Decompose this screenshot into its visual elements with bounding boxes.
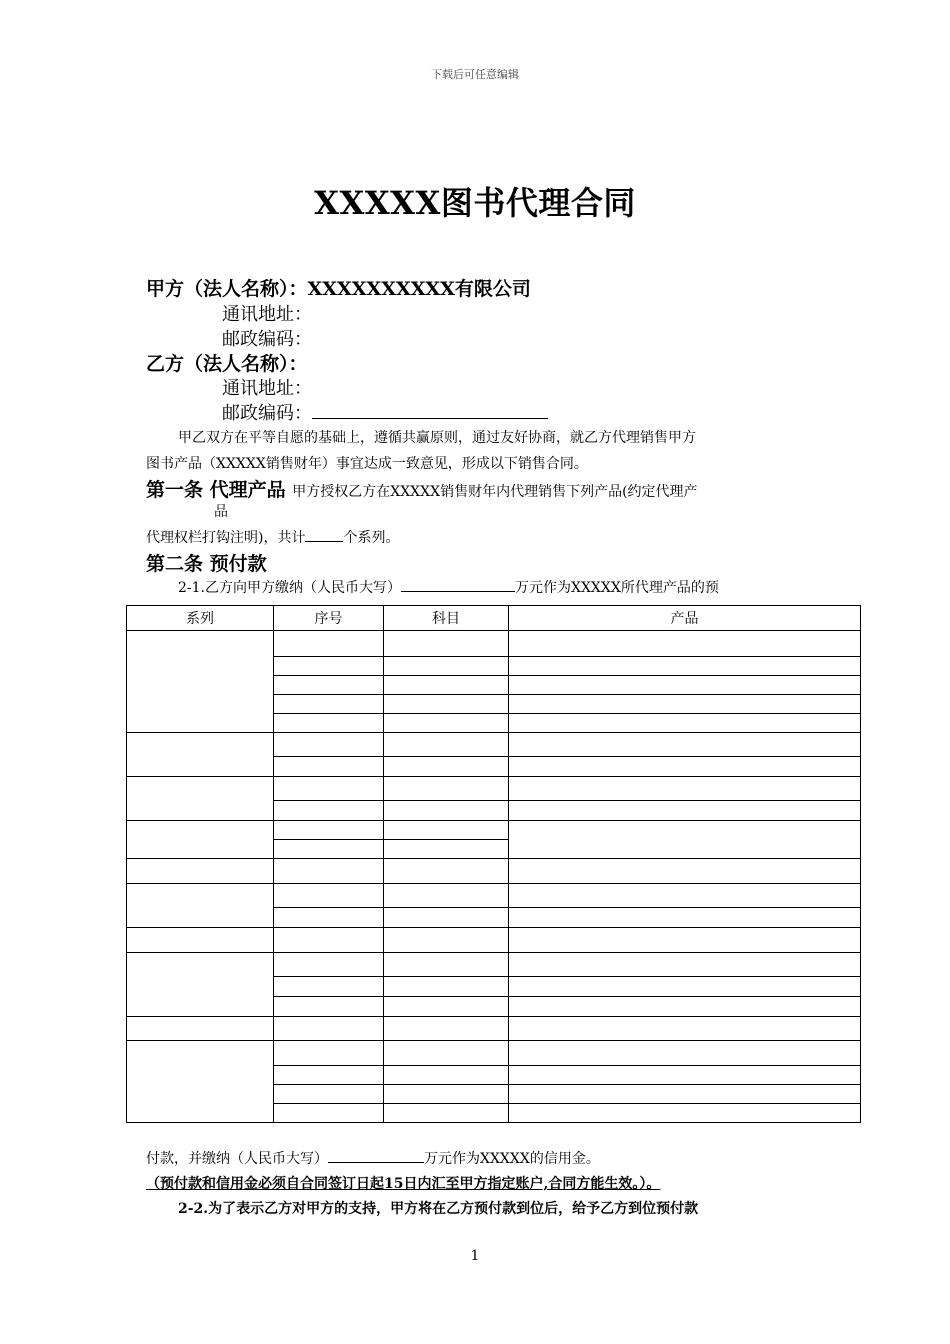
table-row (127, 1041, 861, 1066)
table-row (127, 821, 861, 840)
product-cell[interactable] (509, 1041, 861, 1066)
product-cell[interactable] (509, 801, 861, 821)
number-cell[interactable] (274, 631, 384, 657)
party-a-address-label: 通讯地址： (222, 304, 312, 325)
product-cell[interactable] (509, 908, 861, 928)
subject-cell[interactable] (384, 631, 509, 657)
number-cell[interactable] (274, 997, 384, 1017)
product-cell[interactable] (509, 695, 861, 714)
header-note: 下载后可任意编辑 (431, 68, 519, 81)
intro-line-2: 图书产品（XXXXX销售财年）事宜达成一致意见，形成以下销售合同。 (146, 456, 588, 472)
postcode-blank (312, 404, 548, 419)
intro-line-1: 甲乙双方在平等自愿的基础上，遵循共赢原则，通过友好协商，就乙方代理销售甲方 (178, 430, 696, 446)
number-cell[interactable] (274, 1066, 384, 1085)
subject-cell[interactable] (384, 1104, 509, 1123)
subject-cell[interactable] (384, 977, 509, 997)
product-cell[interactable] (509, 1017, 861, 1041)
subject-cell[interactable] (384, 714, 509, 733)
product-cell[interactable] (509, 1085, 861, 1104)
subject-cell[interactable] (384, 821, 509, 840)
page-number: 1 (470, 1248, 480, 1264)
series-cell[interactable] (127, 859, 274, 884)
subject-cell[interactable] (384, 1066, 509, 1085)
subject-cell[interactable] (384, 859, 509, 884)
subject-cell[interactable] (384, 928, 509, 953)
product-cell[interactable] (509, 657, 861, 676)
number-cell[interactable] (274, 801, 384, 821)
series-cell[interactable] (127, 928, 274, 953)
article-1-wrap: 品 (214, 504, 228, 520)
subject-cell[interactable] (384, 997, 509, 1017)
number-cell[interactable] (274, 977, 384, 997)
subject-cell[interactable] (384, 695, 509, 714)
subject-cell[interactable] (384, 801, 509, 821)
article-1-text: 甲方授权乙方在XXXXX销售财年内代理销售下列产品(约定代理产 (292, 484, 698, 500)
number-cell[interactable] (274, 884, 384, 908)
subject-cell[interactable] (384, 840, 509, 859)
number-cell[interactable] (274, 676, 384, 695)
number-cell[interactable] (274, 821, 384, 840)
number-cell[interactable] (274, 733, 384, 757)
subject-cell[interactable] (384, 908, 509, 928)
credit-deposit-blank (328, 1148, 424, 1163)
product-cell[interactable] (509, 859, 861, 884)
product-cell[interactable] (509, 884, 861, 908)
table-row (127, 884, 861, 908)
number-cell[interactable] (274, 908, 384, 928)
product-cell[interactable] (509, 631, 861, 657)
product-cell[interactable] (509, 928, 861, 953)
subject-cell[interactable] (384, 953, 509, 977)
party-a-postcode-label: 邮政编码： (222, 329, 312, 350)
subject-cell[interactable] (384, 657, 509, 676)
series-cell[interactable] (127, 953, 274, 1017)
series-cell[interactable] (127, 1017, 274, 1041)
series-count-blank (305, 527, 343, 542)
series-cell[interactable] (127, 631, 274, 733)
number-cell[interactable] (274, 1041, 384, 1066)
table-row (127, 928, 861, 953)
number-cell[interactable] (274, 1017, 384, 1041)
number-cell[interactable] (274, 1085, 384, 1104)
table-row (127, 777, 861, 801)
subject-cell[interactable] (384, 1041, 509, 1066)
number-cell[interactable] (274, 840, 384, 859)
product-cell[interactable] (509, 821, 861, 859)
number-cell[interactable] (274, 657, 384, 676)
series-cell[interactable] (127, 777, 274, 821)
party-a-name: 甲方（法人名称）：XXXXXXXXXX有限公司 (146, 278, 531, 300)
product-cell[interactable] (509, 676, 861, 695)
number-cell[interactable] (274, 714, 384, 733)
number-cell[interactable] (274, 928, 384, 953)
number-cell[interactable] (274, 777, 384, 801)
contract-title: XXXXX图书代理合同 (314, 184, 636, 222)
product-cell[interactable] (509, 777, 861, 801)
after-table-line-1: 付款，并缴纳（人民币大写） 万元作为XXXXX的信用金。 (146, 1148, 600, 1168)
table-row (127, 1017, 861, 1041)
product-table (126, 605, 861, 1123)
table-row (127, 859, 861, 884)
validity-notice: （预付款和信用金必须自合同签订日起15日内汇至甲方指定账户,合同方能生效。）。 (146, 1176, 661, 1192)
product-cell[interactable] (509, 714, 861, 733)
party-b-address-label: 通讯地址： (222, 378, 312, 399)
product-cell[interactable] (509, 977, 861, 997)
subject-cell[interactable] (384, 733, 509, 757)
series-cell[interactable] (127, 884, 274, 928)
series-cell[interactable] (127, 733, 274, 777)
number-cell[interactable] (274, 1104, 384, 1123)
prepayment-blank (401, 577, 515, 592)
article-2-line-1: 2-1.乙方向甲方缴纳（人民币大写） 万元作为XXXXX所代理产品的预 (178, 577, 719, 597)
header-number: 序号 (274, 606, 384, 631)
clause-2-2: 2-2.为了表示乙方对甲方的支持，甲方将在乙方预付款到位后，给予乙方到位预付款 (178, 1201, 699, 1217)
subject-cell[interactable] (384, 1085, 509, 1104)
header-series: 系列 (127, 606, 274, 631)
party-b-postcode-label: 邮政编码： (222, 399, 548, 425)
product-cell[interactable] (509, 1066, 861, 1085)
number-cell[interactable] (274, 757, 384, 777)
header-product: 产品 (509, 606, 861, 631)
subject-cell[interactable] (384, 884, 509, 908)
party-b-name: 乙方（法人名称）： (146, 353, 308, 375)
series-cell[interactable] (127, 1041, 274, 1123)
article-1-line-2: 代理权栏打钩注明)，共计 个系列。 (146, 527, 399, 547)
header-subject: 科目 (384, 606, 509, 631)
table-row (127, 733, 861, 757)
series-cell[interactable] (127, 821, 274, 859)
table-row (127, 631, 861, 657)
number-cell[interactable] (274, 695, 384, 714)
subject-cell[interactable] (384, 777, 509, 801)
product-cell[interactable] (509, 757, 861, 777)
article-2-heading: 第二条 预付款 (146, 553, 267, 575)
table-row (127, 953, 861, 977)
product-cell[interactable] (509, 953, 861, 977)
subject-cell[interactable] (384, 757, 509, 777)
product-cell[interactable] (509, 997, 861, 1017)
subject-cell[interactable] (384, 1017, 509, 1041)
product-cell[interactable] (509, 1104, 861, 1123)
product-cell[interactable] (509, 733, 861, 757)
article-1-heading: 第一条 代理产品 甲方授权乙方在XXXXX销售财年内代理销售下列产品(约定代理产 (146, 479, 698, 501)
number-cell[interactable] (274, 859, 384, 884)
subject-cell[interactable] (384, 676, 509, 695)
number-cell[interactable] (274, 953, 384, 977)
table-header-row (127, 606, 861, 631)
